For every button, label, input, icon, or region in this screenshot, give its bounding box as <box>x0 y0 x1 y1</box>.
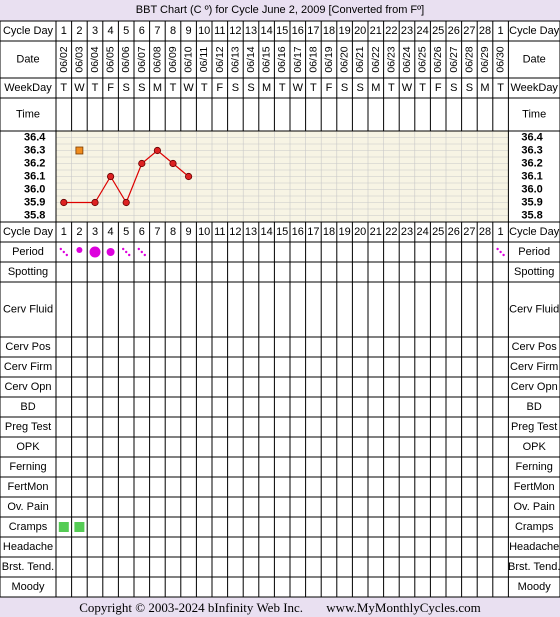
row-label-left: OPK <box>16 441 40 453</box>
cycle-day-number: 22 <box>385 226 398 238</box>
cycle-day-number: 5 <box>123 25 130 37</box>
temperature-point <box>92 199 98 205</box>
cycle-day-number: 20 <box>354 226 367 238</box>
row-label-right: Cramps <box>514 521 554 533</box>
cycle-day-number: 10 <box>198 226 211 238</box>
weekday-letter: W <box>183 82 194 94</box>
cycle-day-number: 24 <box>416 25 429 37</box>
weekday-letter: T <box>419 82 426 94</box>
date-label: 06/26 <box>432 46 445 73</box>
date-label: 06/09 <box>167 46 179 73</box>
cycle-day-number: 24 <box>416 226 429 238</box>
cycle-day-number: 12 <box>229 226 242 238</box>
date-label: 06/15 <box>260 46 273 73</box>
row-label-left: Cerv Pos <box>5 341 51 353</box>
cycle-day-number: 2 <box>76 226 83 238</box>
site-link[interactable]: www.MyMonthlyCycles.com <box>326 600 481 615</box>
cycle-day-number: 26 <box>447 25 460 37</box>
weekday-letter: S <box>465 82 474 94</box>
row-label-left: Date <box>16 53 40 66</box>
y-tick-label-left: 36.2 <box>24 157 46 170</box>
row-label-left: Preg Test <box>4 421 52 433</box>
y-tick-label-right: 36.2 <box>521 157 543 170</box>
row-label-left: Ov. Pain <box>7 501 49 513</box>
row-label-right: Cerv Opn <box>510 381 558 393</box>
weekday-letter: T <box>310 82 317 94</box>
weekday-letter: T <box>200 82 208 94</box>
cycle-day-number: 28 <box>478 25 492 37</box>
date-label: 06/17 <box>291 46 304 73</box>
weekday-letter: S <box>247 82 255 94</box>
date-label: 06/07 <box>135 46 148 73</box>
cycle-day-number: 16 <box>291 25 304 37</box>
y-tick-label-right: 35.8 <box>521 209 543 222</box>
date-label: 06/06 <box>120 46 133 73</box>
row-label-left: Ferning <box>9 461 47 473</box>
cycle-day-number: 2 <box>76 25 83 37</box>
cycle-day-number: 22 <box>385 25 398 37</box>
row-label-left: FertMon <box>7 481 49 493</box>
y-tick-label-left: 36.1 <box>24 170 46 183</box>
row-label-right: Ferning <box>515 461 553 473</box>
cycle-day-number: 5 <box>123 226 130 238</box>
date-label: 06/18 <box>307 46 320 73</box>
cycle-day-number: 17 <box>307 25 320 37</box>
row-label-left: Moody <box>11 581 45 593</box>
y-tick-label-left: 35.8 <box>24 209 46 222</box>
cycle-day-number: 23 <box>400 226 414 238</box>
period-spotting-dot <box>496 248 498 250</box>
cycle-day-number: 14 <box>260 25 273 37</box>
cycle-day-number: 1 <box>60 25 67 37</box>
weekday-letter: M <box>262 82 272 94</box>
row-label-left: Brst. Tend. <box>1 561 55 573</box>
cycle-day-number: 8 <box>169 226 177 238</box>
row-label-left: Period <box>12 246 44 258</box>
y-tick-label-left: 36.3 <box>24 144 46 157</box>
weekday-letter: T <box>91 82 99 94</box>
row-label-right: Cycle Day <box>509 226 560 238</box>
weekday-letter: M <box>152 82 162 94</box>
cycle-day-number: 25 <box>432 226 445 238</box>
row-label-left: Spotting <box>7 266 49 278</box>
period-spotting-dot <box>122 248 124 250</box>
period-spotting-dot <box>502 254 504 256</box>
cycle-day-number: 1 <box>497 226 504 238</box>
date-label: 06/03 <box>73 46 86 73</box>
date-label: 06/28 <box>463 46 476 73</box>
period-spotting-dot <box>141 251 143 253</box>
row-label-right: Cerv Fluid <box>509 303 560 316</box>
cramps-marker <box>59 522 69 532</box>
weekday-letter: S <box>122 82 130 94</box>
weekday-letter: T <box>388 82 395 94</box>
temperature-point <box>170 160 176 166</box>
cycle-day-number: 11 <box>214 25 226 37</box>
period-spotting-dot <box>499 251 501 253</box>
y-tick-label-left: 35.9 <box>24 196 46 209</box>
y-tick-label-left: 36.0 <box>24 183 46 196</box>
cycle-day-number: 26 <box>447 226 460 238</box>
copyright-text: Copyright © 2003-2024 bInfinity Web Inc. <box>79 600 304 615</box>
date-label: 06/10 <box>182 46 195 73</box>
y-tick-label-right: 36.3 <box>521 144 543 157</box>
cycle-day-number: 23 <box>400 25 414 37</box>
row-label-right: Period <box>518 246 551 258</box>
row-label-left: Cycle Day <box>2 25 54 37</box>
cycle-day-number: 16 <box>291 226 304 238</box>
row-label-right: Time <box>522 108 547 121</box>
period-spotting-dot <box>138 248 140 250</box>
cycle-day-number: 8 <box>169 25 177 37</box>
weekday-letter: S <box>356 82 364 94</box>
cycle-day-number: 19 <box>338 25 351 37</box>
date-label: 06/12 <box>213 46 226 73</box>
cycle-day-number: 6 <box>138 25 145 37</box>
date-label: 06/02 <box>57 46 70 73</box>
cycle-day-number: 9 <box>185 25 192 37</box>
row-label-left: Headache <box>2 541 54 553</box>
cycle-day-number: 27 <box>463 25 476 37</box>
weekday-letter: S <box>231 82 240 94</box>
cycle-day-number: 18 <box>322 25 336 37</box>
weekday-letter: F <box>325 82 333 94</box>
cycle-day-number: 6 <box>138 226 145 238</box>
cycle-day-number: 3 <box>91 25 99 37</box>
temperature-point <box>185 173 191 179</box>
chart-title: BBT Chart (C º) for Cycle June 2, 2009 [Converted from Fº] <box>135 4 425 16</box>
date-label: 06/14 <box>245 46 257 73</box>
row-label-left: Cerv Firm <box>3 361 53 373</box>
weekday-letter: M <box>371 82 381 94</box>
row-label-left: Cycle Day <box>2 226 54 238</box>
cycle-day-number: 21 <box>369 226 382 238</box>
cycle-day-number: 10 <box>198 25 211 37</box>
period-spotting-dot <box>66 254 68 256</box>
temperature-point <box>61 199 67 205</box>
weekday-letter: W <box>74 82 85 94</box>
cycle-day-number: 7 <box>154 226 161 238</box>
row-label-right: Cerv Firm <box>510 361 559 373</box>
cycle-day-number: 14 <box>260 226 273 238</box>
period-spotting-dot <box>60 248 62 250</box>
date-label: 06/25 <box>416 46 429 73</box>
weekday-letter: T <box>60 82 68 94</box>
period-spotting-dot <box>63 251 65 253</box>
y-tick-label-left: 36.4 <box>24 131 46 144</box>
row-label-right: Cycle Day <box>509 25 560 37</box>
period-flow-dot <box>76 247 82 253</box>
cycle-day-number: 3 <box>91 226 99 238</box>
cycle-day-number: 28 <box>478 226 492 238</box>
row-label-left: WeekDay <box>4 82 52 94</box>
weekday-letter: S <box>340 82 349 94</box>
temperature-point <box>123 199 129 205</box>
cycle-day-number: 4 <box>107 25 114 37</box>
cycle-day-number: 1 <box>497 25 504 37</box>
cycle-day-number: 11 <box>214 226 226 238</box>
row-label-right: OPK <box>522 441 546 453</box>
weekday-letter: S <box>450 82 458 94</box>
row-label-left: Cramps <box>8 521 48 533</box>
date-label: 06/23 <box>385 46 398 73</box>
cycle-day-number: 4 <box>107 226 114 238</box>
cycle-day-number: 15 <box>276 25 289 37</box>
cycle-day-number: 18 <box>322 226 336 238</box>
row-label-right: Date <box>522 53 546 66</box>
cycle-day-number: 20 <box>354 25 367 37</box>
date-label: 06/11 <box>198 46 211 73</box>
weekday-letter: T <box>169 82 177 94</box>
date-label: 06/22 <box>369 46 382 73</box>
copyright-footer <box>0 598 560 617</box>
date-label: 06/20 <box>338 46 351 73</box>
weekday-letter: W <box>292 82 303 94</box>
weekday-letter: F <box>107 82 114 94</box>
y-tick-label-right: 36.4 <box>521 131 543 144</box>
cycle-day-number: 1 <box>60 226 67 238</box>
temperature-point <box>154 147 160 153</box>
cycle-day-number: 9 <box>185 226 192 238</box>
y-tick-label-right: 36.0 <box>521 183 543 196</box>
date-label: 06/19 <box>323 46 335 73</box>
period-spotting-dot <box>125 251 127 253</box>
date-label: 06/27 <box>447 46 460 73</box>
row-label-right: Ov. Pain <box>513 501 555 513</box>
cycle-day-number: 17 <box>307 226 320 238</box>
temperature-point <box>139 160 145 166</box>
cycle-day-number: 27 <box>463 226 476 238</box>
grid-background <box>0 21 560 597</box>
marker-square <box>76 147 83 154</box>
date-label: 06/08 <box>151 46 164 73</box>
cycle-day-number: 13 <box>244 226 258 238</box>
weekday-letter: M <box>480 82 490 94</box>
row-label-right: Headache <box>509 541 560 553</box>
weekday-letter: T <box>497 82 504 94</box>
cycle-day-number: 7 <box>154 25 161 37</box>
temperature-point <box>107 173 113 179</box>
date-label: 06/24 <box>401 46 413 73</box>
period-spotting-dot <box>144 254 146 256</box>
y-tick-label-right: 36.1 <box>521 170 543 183</box>
weekday-letter: F <box>216 82 224 94</box>
row-label-left: Cerv Fluid <box>2 303 54 316</box>
cycle-day-number: 12 <box>229 25 242 37</box>
cramps-marker <box>74 522 84 532</box>
row-label-right: Moody <box>517 581 551 593</box>
period-flow-dot <box>107 248 115 256</box>
cycle-day-number: 25 <box>432 25 445 37</box>
row-label-right: BD <box>526 401 542 413</box>
row-label-right: Spotting <box>514 266 555 278</box>
cycle-day-number: 19 <box>338 226 351 238</box>
row-label-left: Time <box>15 108 41 121</box>
cycle-day-number: 15 <box>276 226 289 238</box>
row-label-left: Cerv Opn <box>4 381 52 393</box>
row-label-right: WeekDay <box>510 82 558 94</box>
cycle-day-number: 13 <box>244 25 258 37</box>
period-flow-dot <box>90 247 101 258</box>
date-label: 06/16 <box>276 46 289 73</box>
y-tick-label-right: 35.9 <box>521 196 543 209</box>
weekday-letter: S <box>138 82 146 94</box>
period-spotting-dot <box>128 254 130 256</box>
weekday-letter: T <box>278 82 286 94</box>
date-label: 06/05 <box>104 46 117 73</box>
row-label-right: FertMon <box>513 481 555 493</box>
row-label-left: BD <box>20 401 36 413</box>
row-label-right: Brst. Tend. <box>508 561 560 573</box>
row-label-right: Cerv Pos <box>511 341 557 353</box>
date-label: 06/29 <box>479 46 491 73</box>
row-label-right: Preg Test <box>511 421 558 433</box>
weekday-letter: F <box>434 82 442 94</box>
weekday-letter: W <box>401 82 413 94</box>
date-label: 06/30 <box>494 46 507 73</box>
date-label: 06/04 <box>89 46 101 73</box>
date-label: 06/13 <box>229 46 242 73</box>
cycle-day-number: 21 <box>369 25 382 37</box>
date-label: 06/21 <box>354 46 367 73</box>
